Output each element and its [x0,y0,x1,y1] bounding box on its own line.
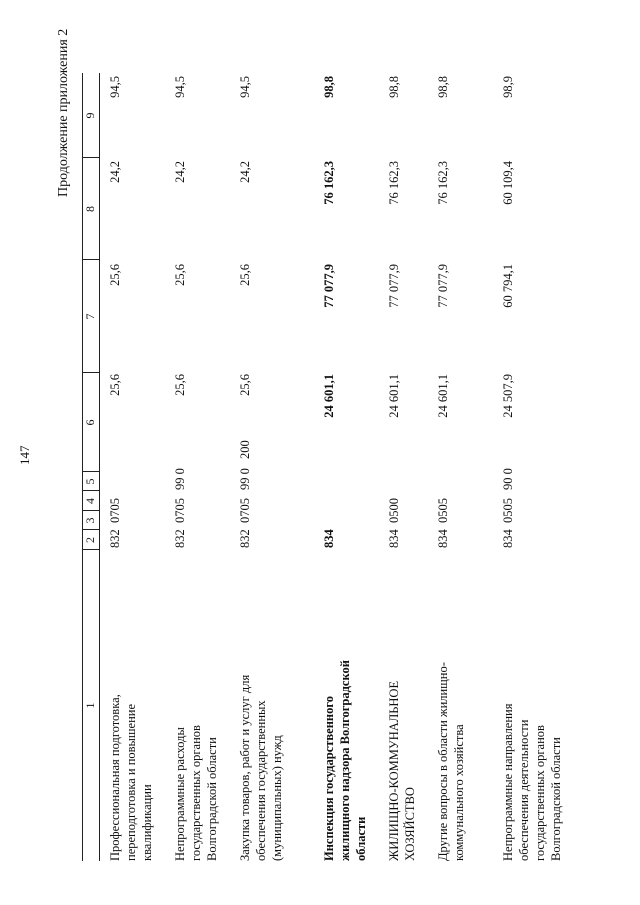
cell-chapter: 834 [436,529,450,548]
cell-executed: 24,2 [108,161,122,183]
header-cell-7: 7 [83,313,97,320]
cell-chapter: 832 [173,529,187,548]
cell-approved: 25,6 [108,374,122,396]
cell-percent: 94,5 [238,76,252,98]
cell-target: 99 0 [238,468,252,490]
cell-percent: 98,8 [436,76,450,98]
cell-percent: 94,5 [173,76,187,98]
cell-executed: 76 162,3 [436,161,450,205]
header-cell-6: 6 [83,419,97,426]
cell-expense-type: 200 [238,440,252,459]
cell-approved: 24 601,1 [387,374,401,418]
header-cell-9: 9 [83,112,97,119]
cell-specified: 77 077,9 [322,264,336,308]
row-name: Профессиональная подготовка, переподготовка и повышение квалификации [108,694,154,861]
cell-specified: 25,6 [173,264,187,286]
header-cell-1: 1 [83,702,97,709]
cell-chapter: 834 [501,529,515,548]
cell-section: 0505 [436,498,450,523]
cell-executed: 60 109,4 [501,161,515,205]
row-name: Инспекция государственного жилищного надзора Волгоградской области [322,660,368,861]
header-cell-8: 8 [83,206,97,212]
cell-chapter: 834 [387,529,401,548]
cell-section: 0705 [238,498,252,523]
header-cell-3: 3 [83,517,97,524]
cell-executed: 24,2 [173,161,187,183]
cell-approved: 24 601,1 [322,374,336,418]
header-cell-4: 4 [83,498,97,504]
cell-chapter: 832 [108,529,122,548]
cell-approved: 25,6 [238,374,252,396]
header-cell-5: 5 [83,478,97,485]
row-name: Закупка товаров, работ и услуг для обеспечения государственных (муниципальных) нужд [238,674,284,861]
row-name: ЖИЛИЩНО-КОММУНАЛЬНОЕ ХОЗЯЙСТВО [387,680,417,861]
cell-specified: 77 077,9 [436,264,450,308]
row-name: Непрограммные направления обеспечения деятельности государственных органов Волгоградской области [501,703,563,861]
cell-chapter: 832 [238,529,252,548]
cell-percent: 98,9 [501,76,515,98]
cell-executed: 76 162,3 [387,161,401,205]
cell-approved: 24 601,1 [436,374,450,418]
row-name: Другие вопросы в области жилищно-коммунального хозяйства [436,662,466,861]
cell-specified: 25,6 [108,264,122,286]
row-name: Непрограммные расходы государственных органов Волгоградской области [173,725,219,861]
cell-section: 0705 [173,498,187,523]
cell-percent: 98,8 [387,76,401,98]
cell-specified: 60 794,1 [501,264,515,308]
page-number: 147 [17,445,32,465]
header-cell-2: 2 [83,537,97,543]
cell-percent: 98,8 [322,76,336,98]
cell-section: 0705 [108,498,122,523]
cell-executed: 24,2 [238,161,252,183]
cell-percent: 94,5 [108,76,122,98]
cell-approved: 24 507,9 [501,374,515,418]
cell-approved: 25,6 [173,374,187,396]
cell-section: 0500 [387,498,401,523]
cell-specified: 77 077,9 [387,264,401,308]
cell-chapter: 834 [322,529,336,548]
continuation-label: Продолжение приложения 2 [56,28,71,197]
cell-specified: 25,6 [238,264,252,286]
table-header-border [99,73,100,861]
cell-section: 0505 [501,498,515,523]
cell-executed: 76 162,3 [322,161,336,205]
cell-target: 99 0 [173,468,187,490]
cell-target: 90 0 [501,468,515,490]
